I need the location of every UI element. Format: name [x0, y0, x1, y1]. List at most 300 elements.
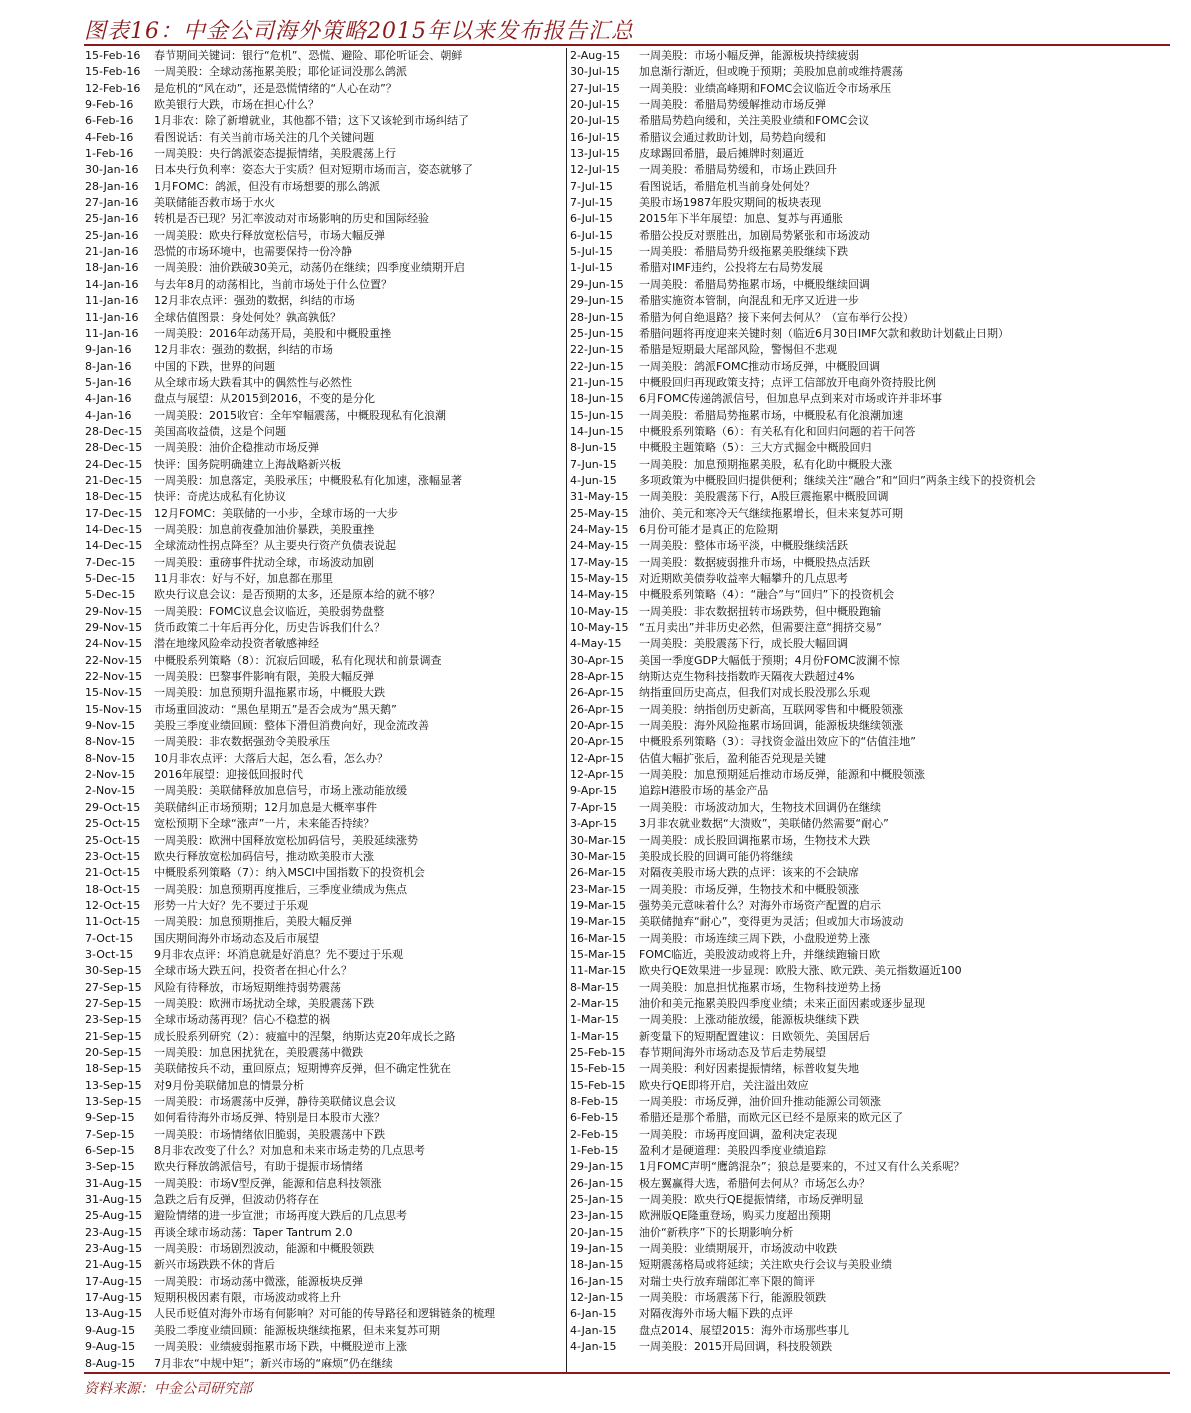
report-date: 25-Jan-16	[85, 228, 139, 242]
report-title: 新变量下的短期配置建议：日欧领先、美国居后	[639, 1029, 870, 1043]
page-title: 图表16：中金公司海外策略2015年以来发布报告汇总	[84, 19, 634, 44]
report-date: 31-Aug-15	[85, 1193, 143, 1207]
report-row	[569, 1306, 1173, 1322]
report-date: 30-Jul-15	[570, 65, 620, 79]
report-date: 2-Mar-15	[570, 996, 619, 1010]
report-date: 19-Mar-15	[570, 915, 626, 929]
report-date: 22-Nov-15	[85, 653, 143, 667]
report-row	[569, 277, 1173, 293]
report-title: 国庆期间海外市场动态及后市展望	[154, 931, 319, 945]
report-row	[569, 260, 1173, 276]
report-title: 8月非农改变了什么？对加息和未来市场走势的几点思考	[154, 1144, 425, 1158]
report-row	[569, 865, 1173, 881]
report-title: 盘点与展望：从2015到2016，不变的是分化	[154, 392, 375, 406]
report-title: 一周美股：成长股回调拖累市场，生物技术大跌	[639, 833, 870, 847]
report-row	[84, 783, 564, 799]
report-row	[569, 1290, 1173, 1306]
report-row	[84, 473, 564, 489]
report-date: 1-Mar-15	[570, 1013, 619, 1027]
report-date: 29-Nov-15	[85, 604, 143, 618]
report-title: 美股市场1987年股灾期间的板块表现	[639, 196, 821, 210]
report-title: 一周美股：上涨动能放缓，能源板块继续下跌	[639, 1013, 859, 1027]
report-row	[569, 1012, 1173, 1028]
report-row	[84, 440, 564, 456]
report-row	[84, 963, 564, 979]
report-row	[569, 211, 1173, 227]
report-row	[569, 293, 1173, 309]
report-title: 美股二季度业绩回顾：能源板块继续拖累，但未来复苏可期	[154, 1323, 440, 1337]
report-row	[84, 751, 564, 767]
report-title: 一周美股：加息预期再度推后，三季度业绩成为焦点	[154, 882, 407, 896]
report-date: 18-Sep-15	[85, 1062, 142, 1076]
report-title: 急跌之后有反弹，但波动仍将存在	[154, 1193, 319, 1207]
report-list-table	[84, 48, 1170, 1368]
report-row	[84, 1192, 564, 1208]
report-date: 15-Nov-15	[85, 702, 143, 716]
report-date: 21-Oct-15	[85, 866, 141, 880]
report-date: 4-Jan-16	[85, 408, 132, 422]
report-date: 24-May-15	[570, 522, 629, 536]
report-title: 2015年下半年展望：加息、复苏与再通胀	[639, 212, 843, 226]
report-date: 20-Jan-15	[570, 1225, 624, 1239]
report-title: 一周美股：全球动荡拖累美股；耶伦证词没那么鸽派	[154, 65, 407, 79]
report-date: 21-Aug-15	[85, 1258, 143, 1272]
report-date: 1-Jul-15	[570, 261, 613, 275]
report-date: 28-Dec-15	[85, 424, 143, 438]
report-row	[84, 1257, 564, 1273]
report-row	[569, 457, 1173, 473]
report-date: 27-Jan-16	[85, 196, 139, 210]
report-date: 29-Oct-15	[85, 800, 141, 814]
report-title: 一周美股：非农数据强劲令美股承压	[154, 735, 330, 749]
source-note: 资料来源：中金公司研究部	[84, 1381, 252, 1397]
report-row	[84, 882, 564, 898]
report-date: 9-Nov-15	[85, 719, 136, 733]
report-date: 28-Apr-15	[570, 670, 625, 684]
report-date: 5-Dec-15	[85, 588, 136, 602]
report-row	[569, 783, 1173, 799]
report-date: 20-Sep-15	[85, 1045, 142, 1059]
report-title: 12月非农：强劲的数据，纠结的市场	[154, 343, 333, 357]
report-date: 31-May-15	[570, 490, 629, 504]
report-title: 希腊还是那个希腊，而欧元区已经不是原来的欧元区了	[639, 1111, 903, 1125]
report-title: 美联储纠正市场预期；12月加息是大概率事件	[154, 800, 377, 814]
report-title: 一周美股：加息预期推后，美股大幅反弹	[154, 915, 352, 929]
report-date: 21-Jan-16	[85, 245, 139, 259]
report-row	[569, 375, 1173, 391]
report-title: 形势一片大好？先不要过于乐观	[154, 898, 308, 912]
report-title: 货币政策二十年后再分化，历史告诉我们什么？	[154, 621, 385, 635]
report-row	[569, 555, 1173, 571]
report-date: 11-Oct-15	[85, 915, 141, 929]
report-date: 16-Mar-15	[570, 931, 626, 945]
report-title: 中概股系列策略（8）：沉寂后回暖，私有化现状和前景调查	[154, 653, 442, 667]
report-date: 28-Jun-15	[570, 310, 624, 324]
report-row	[84, 522, 564, 538]
report-title: 一周美股：市场震荡下行，能源股领跌	[639, 1291, 826, 1305]
report-date: 6-Feb-15	[570, 1111, 619, 1125]
report-row	[84, 669, 564, 685]
report-date: 12-Oct-15	[85, 898, 141, 912]
report-date: 30-Jan-16	[85, 163, 139, 177]
report-row	[84, 1225, 564, 1241]
report-date: 15-Feb-15	[570, 1062, 626, 1076]
report-date: 18-Oct-15	[85, 882, 141, 896]
report-row	[569, 359, 1173, 375]
report-row	[569, 980, 1173, 996]
title-rule	[84, 44, 1170, 46]
report-row	[569, 587, 1173, 603]
report-title: 从全球市场大跌看其中的偶然性与必然性	[154, 375, 352, 389]
report-row	[84, 767, 564, 783]
report-date: 21-Jun-15	[570, 375, 624, 389]
report-date: 23-Aug-15	[85, 1242, 143, 1256]
report-title: 一周美股：海外风险拖累市场回调，能源板块继续领涨	[639, 719, 903, 733]
report-date: 6-Jan-15	[570, 1307, 617, 1321]
report-date: 23-Aug-15	[85, 1225, 143, 1239]
report-row	[569, 636, 1173, 652]
report-date: 25-Jan-16	[85, 212, 139, 226]
report-title: 纳斯达克生物科技指数昨天隔夜大跌超过4%	[639, 670, 855, 684]
report-title: 2016年展望：迎接低回报时代	[154, 768, 303, 782]
report-title: 一周美股：利好因素提振情绪，标普收复失地	[639, 1062, 859, 1076]
report-date: 25-Oct-15	[85, 833, 141, 847]
report-title: 一周美股：鸽派FOMC推动市场反弹，中概股回调	[639, 359, 881, 373]
report-date: 2-Nov-15	[85, 768, 136, 782]
report-title: 1月FOMC声明“鹰鸽混杂”；狼总是要来的，不过又有什么关系呢？	[639, 1160, 965, 1174]
report-row	[569, 162, 1173, 178]
report-row	[84, 244, 564, 260]
report-title: 欧央行议息会议：是否预期的太多，还是原本给的就不够？	[154, 588, 440, 602]
report-date: 30-Mar-15	[570, 849, 626, 863]
report-title: 一周美股：欧洲市场扰动全球，美股震荡下跌	[154, 996, 374, 1010]
report-date: 19-Jan-15	[570, 1242, 624, 1256]
report-date: 23-Mar-15	[570, 882, 626, 896]
report-title: 多项政策为中概股回归提供便利；继续关注“融合”和“回归”两条主线下的投资机会	[639, 473, 1036, 487]
report-row	[569, 391, 1173, 407]
report-title: 希腊问题将再度迎来关键时刻（临近6月30日IMF欠款和救助计划截止日期）	[639, 326, 1010, 340]
report-title: 中概股回归再现政策支持；点评工信部放开电商外资持股比例	[639, 375, 936, 389]
report-title: 美股成长股的回调可能仍将继续	[639, 849, 793, 863]
report-date: 26-Apr-15	[570, 686, 625, 700]
report-row	[569, 1127, 1173, 1143]
report-date: 7-Apr-15	[570, 800, 618, 814]
report-row	[84, 734, 564, 750]
report-row	[84, 310, 564, 326]
report-row	[569, 1110, 1173, 1126]
report-row	[84, 457, 564, 473]
report-row	[84, 489, 564, 505]
report-date: 24-May-15	[570, 539, 629, 553]
report-title: 欧央行QE即将开启，关注溢出效应	[639, 1078, 809, 1092]
report-title: 全球市场大跌五问，投资者在担心什么？	[154, 964, 352, 978]
report-title: 欧央行QE效果进一步显现：欧股大涨、欧元跌、美元指数逼近100	[639, 964, 962, 978]
report-title: 与去年8月的动荡相比，当前市场处于什么位置？	[154, 277, 392, 291]
report-row	[84, 685, 564, 701]
report-row	[569, 440, 1173, 456]
report-title: 一周美股：市场动荡中微涨，能源板块反弹	[154, 1274, 363, 1288]
report-row	[569, 751, 1173, 767]
report-title: 看图说话，希腊危机当前身处何处？	[639, 179, 815, 193]
report-date: 15-Feb-15	[570, 1078, 626, 1092]
report-row	[84, 293, 564, 309]
report-date: 24-Nov-15	[85, 637, 143, 651]
report-row	[84, 1012, 564, 1028]
report-row	[84, 1176, 564, 1192]
report-date: 30-Mar-15	[570, 833, 626, 847]
report-date: 11-Jan-16	[85, 326, 139, 340]
report-title: 欧央行释放宽松加码信号，推动欧美股市大涨	[154, 849, 374, 863]
report-title: 春节期间海外市场动态及节后走势展望	[639, 1045, 826, 1059]
report-title: 6月FOMC传递鸽派信号，但加息早点到来对市场或许并非坏事	[639, 392, 943, 406]
report-date: 15-Feb-16	[85, 49, 141, 62]
report-date: 8-Nov-15	[85, 735, 136, 749]
report-row	[84, 1045, 564, 1061]
report-date: 11-Mar-15	[570, 964, 626, 978]
report-row	[84, 1110, 564, 1126]
report-date: 25-Feb-15	[570, 1045, 626, 1059]
report-title: 一周美股：欧央行释放宽松信号，市场大幅反弹	[154, 228, 385, 242]
report-date: 20-Apr-15	[570, 719, 625, 733]
report-date: 27-Sep-15	[85, 996, 142, 1010]
report-title: 一周美股：希腊局势缓解推动市场反弹	[639, 98, 826, 112]
report-title: FOMC临近，美股波动或将上升，并继续跑输日欧	[639, 947, 881, 961]
report-date: 17-Aug-15	[85, 1274, 143, 1288]
report-title: 一周美股：市场波动加大，生物技术回调仍在继续	[639, 800, 881, 814]
report-date: 13-Sep-15	[85, 1095, 142, 1108]
report-row	[569, 97, 1173, 113]
report-title: 希腊对IMF违约，公投将左右局势发展	[639, 261, 824, 275]
report-date: 7-Dec-15	[85, 555, 136, 569]
report-row	[84, 849, 564, 865]
report-row	[84, 1094, 564, 1110]
report-title: 如何看待海外市场反弹、特别是日本股市大涨？	[154, 1111, 385, 1125]
report-row	[84, 195, 564, 211]
report-row	[569, 571, 1173, 587]
report-date: 4-May-15	[570, 637, 622, 651]
report-row	[569, 849, 1173, 865]
report-row	[84, 1274, 564, 1290]
report-title: 美股三季度业绩回顾：整体下滑但消费向好，现金流改善	[154, 719, 429, 733]
report-row	[569, 1045, 1173, 1061]
report-row	[84, 1356, 564, 1372]
report-title: 一周美股：重磅事件扰动全球，市场波动加剧	[154, 555, 374, 569]
report-title: 希腊公投反对票胜出，加剧局势紧张和市场波动	[639, 228, 870, 242]
report-date: 26-Jan-15	[570, 1176, 624, 1190]
report-row	[84, 1208, 564, 1224]
report-row	[569, 1225, 1173, 1241]
report-title: 一周美股：希腊局势拖累市场，中概股继续回调	[639, 277, 870, 291]
source-rule	[84, 1372, 1170, 1374]
report-title: 油价“新秩序”下的长期影响分析	[639, 1225, 794, 1239]
report-title: 一周美股：希腊局势拖累市场，中概股私有化浪潮加速	[639, 408, 903, 422]
report-title: 一周美股：业绩高峰期和FOMC会议临近令市场承压	[639, 81, 892, 95]
report-title: 对隔夜美股市场大跌的点评：该来的不会缺席	[639, 866, 859, 880]
report-title: 人民币贬值对海外市场有何影响？对可能的传导路径和逻辑链条的梳理	[154, 1307, 495, 1321]
report-date: 2-Feb-15	[570, 1127, 619, 1141]
report-row	[84, 555, 564, 571]
report-date: 14-Dec-15	[85, 522, 143, 536]
report-title: 一周美股：市场连续三周下跌，小盘股逆势上涨	[639, 931, 870, 945]
report-title: 一周美股：油价企稳推动市场反弹	[154, 441, 319, 455]
report-date: 10-May-15	[570, 604, 629, 618]
report-title: 11月非农：好与不好，加息都在那里	[154, 572, 333, 585]
report-date: 26-Apr-15	[570, 702, 625, 716]
report-title: 油价、美元和寒冷天气继续拖累增长，但未来复苏可期	[639, 506, 903, 520]
report-date: 21-Dec-15	[85, 473, 143, 487]
report-row	[84, 620, 564, 636]
report-date: 4-Jun-15	[570, 473, 617, 487]
report-date: 15-Feb-16	[85, 65, 141, 79]
report-title: 一周美股：非农数据扭转市场跌势，但中概股跑输	[639, 604, 881, 618]
report-title: 希腊是短期最大尾部风险，警惕但不悲观	[639, 343, 837, 357]
report-date: 8-Feb-15	[570, 1095, 619, 1108]
report-title: 7月非农“中规中矩”；新兴市场的“麻烦”仍在继续	[154, 1356, 393, 1370]
report-date: 9-Apr-15	[570, 784, 618, 798]
report-title: 中概股主题策略（5）：三大方式掘金中概股回归	[639, 441, 872, 455]
report-date: 20-Jul-15	[570, 98, 620, 112]
report-date: 9-Jan-16	[85, 343, 132, 357]
report-title: 一周美股：纳指创历史新高，互联网零售和中概股领涨	[639, 702, 903, 716]
report-title: 皮球踢回希腊，最后摊牌时刻逼近	[639, 147, 804, 161]
report-title: 油价和美元拖累美股四季度业绩；未来正面因素或逐步显现	[639, 996, 925, 1010]
report-row	[84, 1061, 564, 1077]
report-date: 29-Nov-15	[85, 621, 143, 635]
report-row	[569, 620, 1173, 636]
report-date: 5-Jul-15	[570, 245, 613, 259]
report-row	[569, 963, 1173, 979]
report-row	[84, 833, 564, 849]
report-row	[84, 947, 564, 963]
report-title: 追踪H港股市场的基金产品	[639, 784, 769, 798]
report-title: 一周美股：市场情绪依旧脆弱，美股震荡中下跌	[154, 1127, 385, 1141]
report-date: 12-Apr-15	[570, 751, 625, 765]
report-title: 纳指重回历史高点，但我们对成长股没那么乐观	[639, 686, 870, 700]
report-title: 美联储抛弃“耐心”，变得更为灵活；但或加大市场波动	[639, 915, 904, 929]
report-title: 希腊为何自绝退路？接下来何去何从？（宣布举行公投）	[639, 310, 914, 324]
report-date: 24-Dec-15	[85, 457, 143, 471]
report-title: 快评：国务院明确建立上海战略新兴板	[154, 457, 341, 471]
report-date: 1-Feb-15	[570, 1144, 619, 1158]
report-row	[569, 816, 1173, 832]
report-title: 一周美股：加息预期拖累美股，私有化助中概股大涨	[639, 457, 892, 471]
report-date: 1-Feb-16	[85, 147, 134, 161]
report-title: 对近期欧美债券收益率大幅攀升的几点思考	[639, 572, 848, 585]
report-date: 11-Jan-16	[85, 294, 139, 308]
report-row	[84, 48, 564, 64]
report-row	[569, 718, 1173, 734]
report-row	[84, 1241, 564, 1257]
report-date: 14-Jan-16	[85, 277, 139, 291]
report-date: 9-Feb-16	[85, 98, 134, 112]
report-title: 欧洲版QE隆重登场，购买力度超出预期	[639, 1209, 831, 1223]
report-date: 3-Sep-15	[85, 1160, 135, 1174]
report-row	[569, 1061, 1173, 1077]
report-date: 13-Sep-15	[85, 1078, 142, 1092]
report-date: 22-Jun-15	[570, 359, 624, 373]
report-title: 一周美股：市场剧烈波动，能源和中概股领跌	[154, 1242, 374, 1256]
report-row	[569, 800, 1173, 816]
report-title: 希腊实施资本管制，向混乱和无序又近进一步	[639, 294, 859, 308]
report-date: 2-Aug-15	[570, 49, 621, 62]
report-row	[569, 489, 1173, 505]
report-row	[84, 359, 564, 375]
report-date: 15-Nov-15	[85, 686, 143, 700]
report-row	[569, 931, 1173, 947]
report-row	[84, 1029, 564, 1045]
report-row	[569, 914, 1173, 930]
report-date: 25-Jan-15	[570, 1193, 624, 1207]
report-row	[84, 179, 564, 195]
report-date: 6-Sep-15	[85, 1144, 135, 1158]
report-title: 一周美股：加息担忧拖累市场，生物科技逆势上扬	[639, 980, 881, 994]
report-title: 3月非农就业数据“大溃败”，美联储仍然需要“耐心”	[639, 817, 889, 831]
report-title: 一周美股：市场反弹，生物技术和中概股领涨	[639, 882, 859, 896]
report-date: 8-Jun-15	[570, 441, 617, 455]
report-row	[84, 81, 564, 97]
report-title: 短期积极因素有限，市场波动或将上升	[154, 1291, 341, 1305]
report-row	[84, 538, 564, 554]
report-title: 中概股系列策略（7）：纳入MSCI中国指数下的投资机会	[154, 866, 425, 880]
report-date: 18-Jan-15	[570, 1258, 624, 1272]
report-row	[84, 375, 564, 391]
report-title: 短期震荡格局或将延续；关注欧央行会议与美股业绩	[639, 1258, 892, 1272]
report-row	[84, 571, 564, 587]
report-date: 8-Nov-15	[85, 751, 136, 765]
report-title: 对瑞士央行放弃瑞郎汇率下限的简评	[639, 1274, 815, 1288]
report-date: 12-Apr-15	[570, 768, 625, 782]
report-row	[84, 162, 564, 178]
report-row	[569, 310, 1173, 326]
report-row	[569, 146, 1173, 162]
report-date: 29-Jan-15	[570, 1160, 624, 1174]
report-date: 14-Jun-15	[570, 424, 624, 438]
report-date: 23-Jan-15	[570, 1209, 624, 1223]
report-title: 一周美股：央行鸽派姿态提振情绪，美股震荡上行	[154, 147, 396, 161]
report-row	[569, 833, 1173, 849]
report-date: 13-Jul-15	[570, 147, 620, 161]
report-date: 7-Sep-15	[85, 1127, 135, 1141]
report-date: 12-Jan-15	[570, 1291, 624, 1305]
report-row	[84, 342, 564, 358]
report-row	[569, 702, 1173, 718]
report-row	[569, 424, 1173, 440]
report-title: 欧央行释放鸽派信号，有助于提振市场情绪	[154, 1160, 363, 1174]
report-row	[569, 882, 1173, 898]
report-title: 潜在地缘风险牵动投资者敏感神经	[154, 637, 319, 651]
report-row	[84, 506, 564, 522]
report-title: 转机是否已现？另汇率波动对市场影响的历史和国际经验	[154, 212, 429, 226]
report-title: 9月非农点评：坏消息就是好消息？先不要过于乐观	[154, 947, 403, 961]
report-title: 一周美股：市场小幅反弹，能源板块持续疲弱	[639, 49, 859, 62]
report-row	[84, 996, 564, 1012]
report-row	[569, 1192, 1173, 1208]
report-row	[569, 473, 1173, 489]
report-title: 12月非农点评：强劲的数据，纠结的市场	[154, 294, 355, 308]
report-row	[569, 1029, 1173, 1045]
report-row	[84, 636, 564, 652]
report-row	[569, 1339, 1173, 1355]
report-row	[569, 244, 1173, 260]
report-title: 中概股系列策略（4）：“融合”与“回归”下的投资机会	[639, 588, 895, 602]
report-title: 一周美股：美联储释放加息信号，市场上涨动能放缓	[154, 784, 407, 798]
report-date: 15-Jun-15	[570, 408, 624, 422]
report-row	[569, 81, 1173, 97]
report-title: 市场重回波动：“黑色星期五”是否会成为“黑天鹅”	[154, 702, 397, 716]
report-title: 一周美股：FOMC议息会议临近，美股弱势盘整	[154, 604, 385, 618]
report-title: 看图说话：有关当前市场关注的几个关键问题	[154, 130, 374, 144]
report-title: 一周美股：加息预期延后推动市场反弹，能源和中概股领涨	[639, 768, 925, 782]
